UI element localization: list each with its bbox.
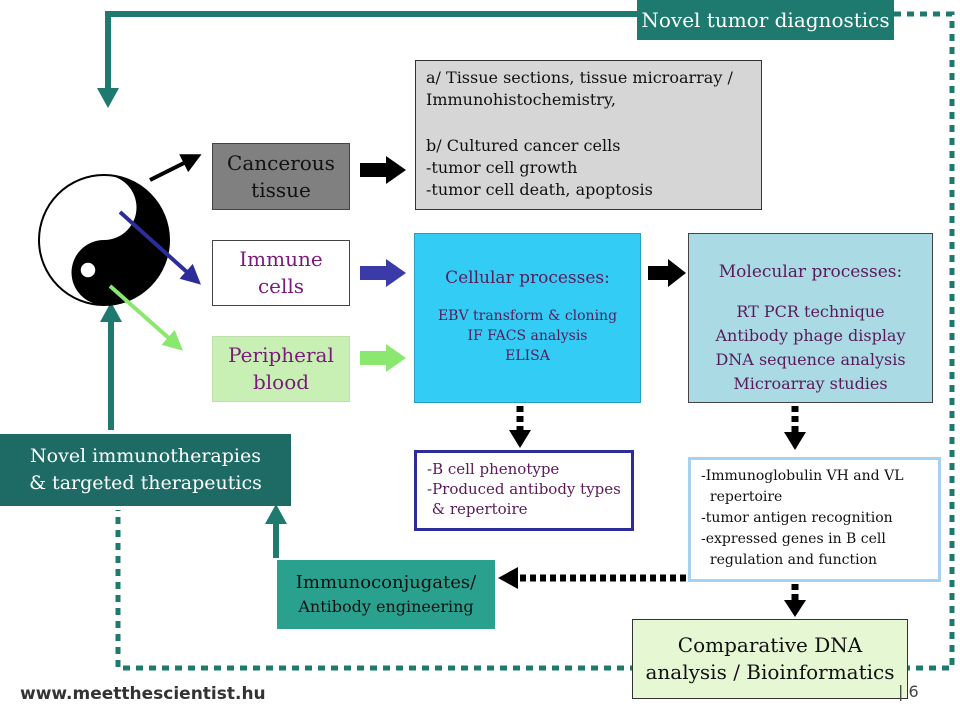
immunoglobulin-box (688, 457, 941, 582)
molecular-item: Microarray studies (733, 374, 888, 393)
dotted-arrow-molecular-down (784, 406, 806, 450)
immune-line-2: cells (257, 274, 305, 298)
teal-up-arrow-right (265, 504, 287, 558)
immunoconjugates-line-1: Immunoconjugates/ (295, 571, 477, 593)
cellular-heading: Cellular processes: (445, 268, 610, 288)
tissue-line-4: -tumor cell growth (426, 158, 578, 177)
tissue-line-1: a/ Tissue sections, tissue microarray / (426, 68, 733, 87)
molecular-item: RT PCR technique (736, 302, 885, 321)
cellular-item: EBV transform & cloning (437, 308, 618, 324)
immunotherapies-line-2: & targeted therapeutics (29, 472, 262, 494)
cellular-item: ELISA (505, 348, 550, 364)
immunoconjugates-box (277, 560, 495, 629)
dotted-arrow-ig-down (784, 584, 806, 617)
block-arrow-blood-to-cellular (360, 344, 406, 372)
cellular-item: IF FACS analysis (467, 328, 588, 344)
dotted-arrow-cellular-down (509, 406, 531, 448)
cancerous-line-1: Cancerous (227, 150, 335, 175)
arrow-to-peripheral-blood (110, 286, 180, 348)
b-cell-item: -B cell phenotype (427, 460, 560, 478)
teal-up-arrow-left (100, 302, 122, 430)
cancerous-line-2: tissue (251, 177, 311, 202)
immunotherapies-line-1: Novel immunotherapies (30, 445, 261, 467)
molecular-item: Antibody phage display (715, 326, 906, 345)
immune-line-1: Immune (239, 247, 323, 271)
tissue-sections-box (415, 60, 762, 210)
feedback-arrowhead (97, 88, 119, 108)
b-cell-phenotype-box (414, 450, 634, 531)
molecular-heading: Molecular processes: (718, 262, 903, 282)
peripheral-blood-box (212, 336, 350, 402)
ig-item: regulation and function (701, 552, 878, 568)
b-cell-item: -Produced antibody types (427, 480, 621, 498)
comparative-dna-box (632, 619, 908, 699)
molecular-item: DNA sequence analysis (715, 350, 906, 369)
peripheral-line-1: Peripheral (228, 343, 334, 367)
comparative-line-2: analysis / Bioinformatics (645, 660, 895, 684)
arrow-to-cancerous-tissue (150, 156, 198, 180)
tissue-line-5: -tumor cell death, apoptosis (426, 180, 653, 199)
cellular-processes-box (414, 233, 641, 403)
molecular-processes-box (688, 233, 933, 403)
novel-immunotherapies-box (0, 434, 291, 506)
peripheral-line-2: blood (252, 370, 310, 394)
block-arrow-cancer-to-tissue (360, 156, 406, 184)
ig-item: repertoire (701, 489, 783, 505)
title-text: Novel tumor diagnostics (641, 8, 890, 32)
immune-cells-box (212, 240, 350, 306)
ig-item: -Immunoglobulin VH and VL (701, 468, 904, 484)
block-arrow-immune-to-cellular (360, 259, 406, 287)
page-number: | 6 (898, 682, 919, 701)
block-arrow-cellular-to-molecular (648, 259, 686, 287)
tissue-line-2: Immunohistochemistry, (426, 90, 616, 109)
ig-item: -tumor antigen recognition (701, 510, 893, 526)
cancerous-tissue-box (212, 143, 350, 210)
footer-url: www.meetthescientist.hu (20, 684, 266, 704)
comparative-line-1: Comparative DNA (677, 633, 863, 657)
ig-item: -expressed genes in B cell (701, 531, 886, 547)
tissue-line-3: b/ Cultured cancer cells (426, 136, 621, 155)
immunoconjugates-line-2: Antibody engineering (298, 596, 474, 616)
b-cell-item: & repertoire (427, 500, 528, 518)
dotted-arrow-to-immunoconjugates (498, 567, 686, 589)
novel-tumor-diagnostics-box (637, 0, 894, 40)
